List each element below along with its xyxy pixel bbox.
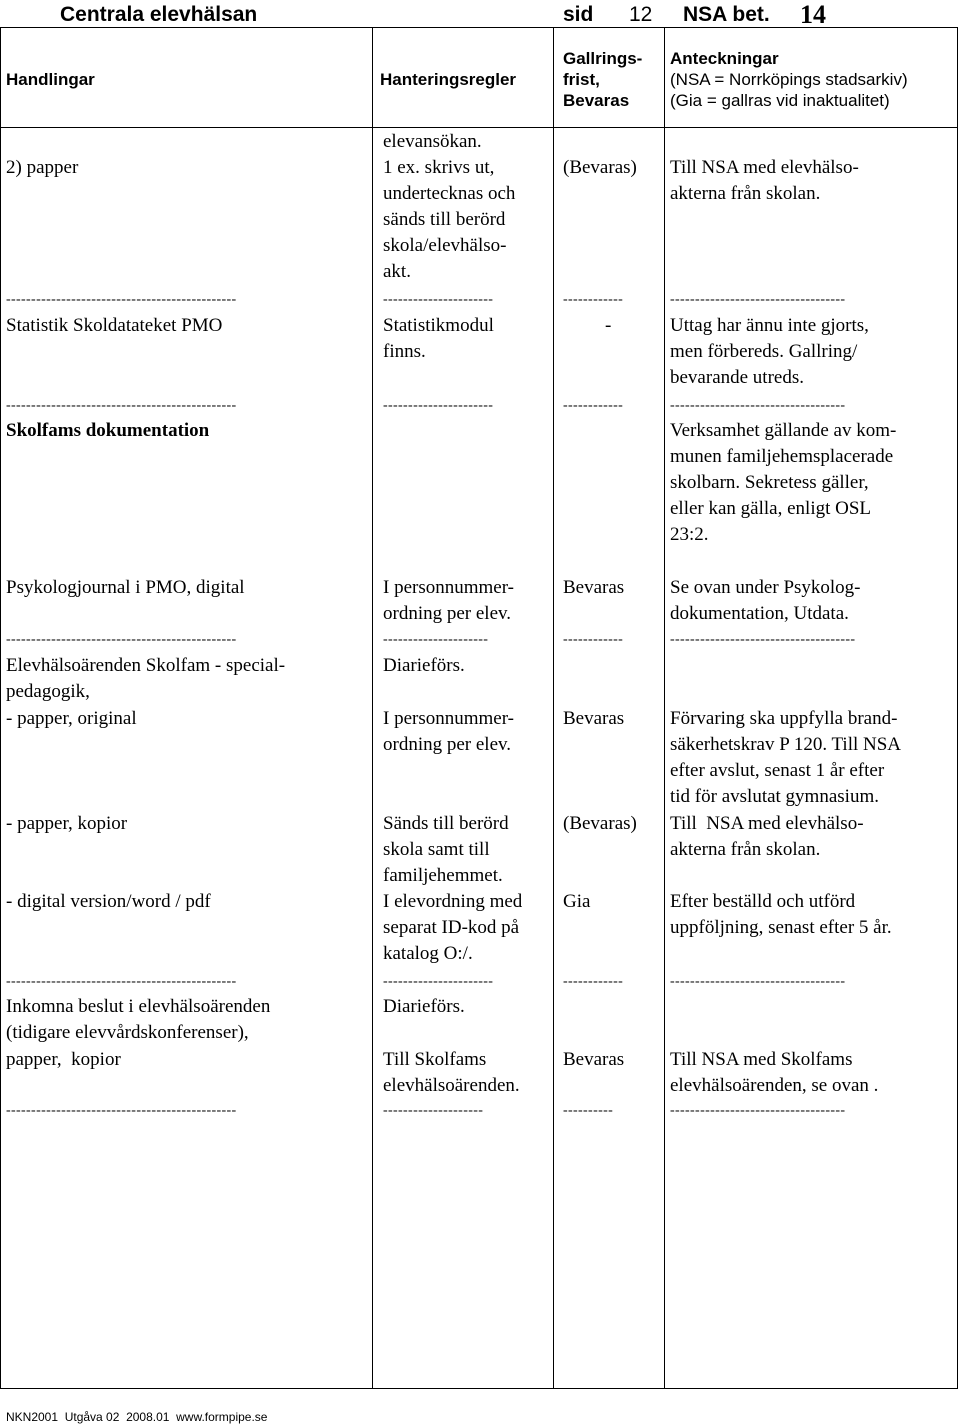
row-handling (6, 811, 127, 837)
text-line: Statistik Skoldatateket PMO (6, 315, 223, 336)
header-line: Anteckningar (670, 49, 779, 68)
row-gallringsfrist (563, 706, 624, 732)
separator-line: ----------------------------------- (670, 292, 846, 307)
row-handling (6, 706, 137, 732)
row-anteckning (670, 155, 859, 207)
text-line: skola samt till (383, 839, 490, 860)
text-line: Till NSA med elevhälso- (670, 813, 864, 834)
text-line: 1 ex. skrivs ut, (383, 157, 495, 178)
separator-line: -------------------- (383, 1103, 484, 1118)
text-line: pedagogik, (6, 681, 90, 702)
text-line: I personnummer- (383, 708, 514, 729)
separator-line: ------------ (563, 632, 624, 647)
text-line: elevhälsoärenden. (383, 1075, 520, 1096)
row-anteckning (670, 811, 864, 863)
text-line: Diarieförs. (383, 655, 465, 676)
row-hanteringsregel (383, 653, 465, 679)
text-line: skola/elevhälso- (383, 235, 507, 256)
separator-line: ------------ (563, 292, 624, 307)
page-header (0, 0, 960, 28)
header-line: frist, (563, 70, 600, 89)
separator-line: ---------------------------------------------- (6, 398, 237, 413)
text-line: Bevaras (563, 577, 625, 598)
text-line: Bevaras (563, 1049, 625, 1070)
nsa-number: 14 (800, 0, 826, 29)
text-line: Skolfams dokumentation (6, 420, 210, 441)
header-divider (0, 127, 958, 128)
text-line: Till Skolfams (383, 1049, 487, 1070)
separator-line: --------------------- (383, 632, 489, 647)
separator-line: ---------------------------------------------- (6, 1103, 237, 1118)
row-handling (6, 155, 78, 181)
text-line: I personnummer- (383, 577, 514, 598)
text-line: ordning per elev. (383, 734, 512, 755)
text-line: finns. (383, 341, 426, 362)
row-gallringsfrist (605, 313, 611, 339)
row-handling (6, 1047, 121, 1073)
text-line: - papper, kopior (6, 813, 128, 834)
row-hanteringsregel (383, 811, 509, 889)
row-gallringsfrist (563, 889, 590, 915)
row-anteckning (670, 1047, 878, 1099)
text-line: tid för avslutat gymnasium. (670, 786, 879, 807)
text-line: (tidigare elevvårdskonferenser), (6, 1022, 249, 1043)
column-divider (553, 27, 554, 1389)
row-handling (6, 889, 211, 915)
column-header-gallringsfrist (563, 48, 642, 111)
separator-line: ---------------------------------------------- (6, 974, 237, 989)
column-divider (372, 27, 373, 1389)
text-line: - (605, 315, 612, 336)
separator-line: ---------------------------------------------- (6, 292, 237, 307)
row-anteckning (670, 889, 892, 941)
header-line: Bevaras (563, 91, 630, 110)
column-header-anteckningar (670, 48, 908, 111)
row-handling (6, 994, 270, 1046)
text-line: undertecknas och (383, 183, 516, 204)
text-line: ordning per elev. (383, 603, 512, 624)
text-line: katalog O:/. (383, 943, 473, 964)
text-line: Verksamhet gällande av kom- (670, 420, 897, 441)
row-gallringsfrist (563, 155, 637, 181)
text-line: 23:2. (670, 524, 709, 545)
separator-line: ------------------------------------- (670, 632, 856, 647)
page-number: 12 (629, 3, 653, 26)
text-line: elevansökan. (383, 131, 482, 152)
text-line: Inkomna beslut i elevhälsoärenden (6, 996, 271, 1017)
header-line: (Gia = gallras vid inaktualitet) (670, 91, 890, 110)
header-line: (NSA = Norrköpings stadsarkiv) (670, 70, 908, 89)
text-line: Se ovan under Psykolog- (670, 577, 861, 598)
document-title: Centrala elevhälsan (60, 3, 258, 26)
column-header-hanteringsregler: Hanteringsregler (380, 70, 517, 89)
text-line: - papper, original (6, 708, 137, 729)
text-line: munen familjehemsplacerade (670, 446, 894, 467)
text-line: familjehemmet. (383, 865, 503, 886)
text-line: Bevaras (563, 708, 625, 729)
text-line: men förbereds. Gallring/ (670, 341, 858, 362)
separator-line: ------------ (563, 398, 624, 413)
page-label: sid (563, 3, 594, 26)
text-line: bevarande utreds. (670, 367, 804, 388)
row-hanteringsregel (383, 994, 465, 1020)
row-gallringsfrist (563, 575, 624, 601)
row-hanteringsregel (383, 706, 514, 758)
text-line: Uttag har ännu inte gjorts, (670, 315, 869, 336)
row-gallringsfrist (563, 1047, 624, 1073)
text-line: Elevhälsoärenden Skolfam - special- (6, 655, 286, 676)
separator-line: ---------------------- (383, 974, 494, 989)
text-line: (Bevaras) (563, 157, 637, 178)
text-line: sänds till berörd (383, 209, 506, 230)
text-line: papper, kopior (6, 1049, 121, 1070)
row-anteckning (670, 418, 896, 548)
row-hanteringsregel (383, 1047, 520, 1099)
row-handling (6, 418, 209, 444)
text-line: uppföljning, senast efter 5 år. (670, 917, 892, 938)
text-line: akt. (383, 261, 411, 282)
page-footer: NKN2001 Utgåva 02 2008.01 www.formpipe.se (6, 1410, 268, 1424)
column-header-handlingar: Handlingar (6, 70, 95, 89)
text-line: Efter beställd och utförd (670, 891, 856, 912)
column-divider (664, 27, 665, 1389)
row-handling (6, 653, 285, 705)
row-hanteringsregel (383, 313, 494, 365)
text-line: Till NSA med Skolfams (670, 1049, 853, 1070)
text-line: efter avslut, senast 1 år efter (670, 760, 885, 781)
row-anteckning (670, 575, 861, 627)
text-line: eller kan gälla, enligt OSL (670, 498, 872, 519)
text-line: akterna från skolan. (670, 183, 821, 204)
row-anteckning (670, 706, 901, 810)
text-line: akterna från skolan. (670, 839, 821, 860)
text-line: Diarieförs. (383, 996, 465, 1017)
text-line: säkerhetskrav P 120. Till NSA (670, 734, 902, 755)
nsa-label: NSA bet. (683, 3, 770, 26)
separator-line: ----------------------------------- (670, 974, 846, 989)
text-line: elevhälsoärenden, se ovan . (670, 1075, 879, 1096)
row-handling (6, 313, 222, 339)
separator-line: ---------------------- (383, 398, 494, 413)
text-line: separat ID-kod på (383, 917, 520, 938)
text-line: Sänds till berörd (383, 813, 509, 834)
text-line: Till NSA med elevhälso- (670, 157, 859, 178)
row-gallringsfrist (563, 811, 637, 837)
text-line: 2) papper (6, 157, 79, 178)
text-line: (Bevaras) (563, 813, 637, 834)
separator-line: ---------- (563, 1103, 614, 1118)
separator-line: ---------------------------------------------- (6, 632, 237, 647)
text-line: Psykologjournal i PMO, digital (6, 577, 245, 598)
header-line: Gallrings- (563, 49, 643, 68)
text-line: - digital version/word / pdf (6, 891, 211, 912)
row-hanteringsregel (383, 129, 515, 285)
row-hanteringsregel (383, 575, 514, 627)
text-line: Statistikmodul (383, 315, 494, 336)
row-anteckning (670, 313, 869, 391)
text-line: skolbarn. Sekretess gäller, (670, 472, 869, 493)
text-line: dokumentation, Utdata. (670, 603, 849, 624)
row-handling (6, 575, 245, 601)
separator-line: ----------------------------------- (670, 398, 846, 413)
text-line: I elevordning med (383, 891, 523, 912)
row-hanteringsregel (383, 889, 522, 967)
separator-line: ----------------------------------- (670, 1103, 846, 1118)
text-line: Gia (563, 891, 591, 912)
separator-line: ---------------------- (383, 292, 494, 307)
separator-line: ------------ (563, 974, 624, 989)
text-line: Förvaring ska uppfylla brand- (670, 708, 898, 729)
